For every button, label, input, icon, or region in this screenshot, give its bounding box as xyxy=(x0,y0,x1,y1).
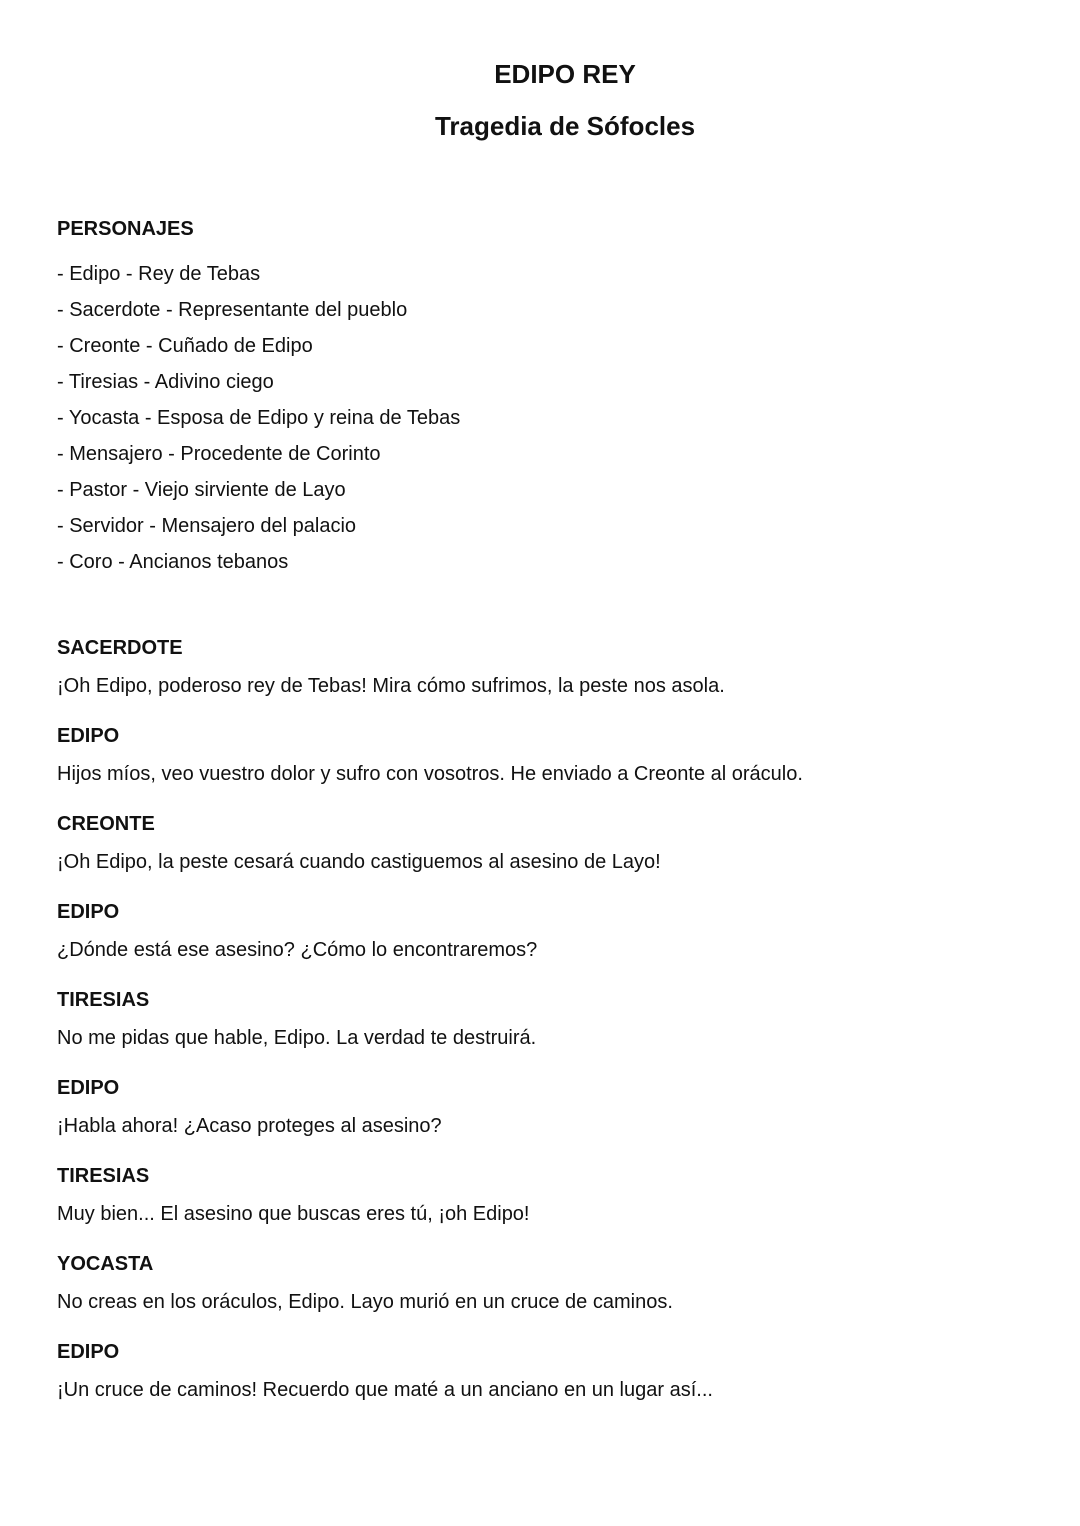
dialogue-block xyxy=(57,629,803,717)
cast-item: - Servidor - Mensajero del palacio xyxy=(57,515,357,537)
cast-heading: PERSONAJES xyxy=(57,218,194,240)
cast-item: - Creonte - Cuñado de Edipo xyxy=(57,335,313,357)
dialogue-line: ¿Dónde está ese asesino? ¿Cómo lo encontraremos? xyxy=(57,939,538,961)
cast-list xyxy=(57,256,460,580)
dialogue-line: Muy bien... El asesino que buscas eres tú, ¡oh Edipo! xyxy=(57,1203,530,1225)
cast-item: - Pastor - Viejo sirviente de Layo xyxy=(57,479,346,501)
speaker-name: EDIPO xyxy=(57,1341,120,1363)
dialogue-block xyxy=(57,1333,803,1421)
dialogue-block xyxy=(57,717,803,805)
speaker-name: YOCASTA xyxy=(57,1253,154,1275)
dialogue-block xyxy=(57,1245,803,1333)
dialogue-block xyxy=(57,981,803,1069)
cast-item: - Coro - Ancianos tebanos xyxy=(57,551,289,573)
document-subtitle: Tragedia de Sófocles xyxy=(434,111,696,141)
dialogue-block xyxy=(57,1069,803,1157)
cast-item: - Mensajero - Procedente de Corinto xyxy=(57,443,381,465)
document-title: EDIPO REY xyxy=(494,59,636,89)
cast-item: - Tiresias - Adivino ciego xyxy=(57,371,274,393)
dialogue-block xyxy=(57,1157,803,1245)
dialogue-block xyxy=(57,893,803,981)
dialogue-section xyxy=(57,629,803,1421)
cast-item: - Yocasta - Esposa de Edipo y reina de Tebas xyxy=(57,407,461,429)
dialogue-line: No me pidas que hable, Edipo. La verdad te destruirá. xyxy=(57,1027,537,1049)
speaker-name: EDIPO xyxy=(57,1077,120,1099)
dialogue-line: ¡Habla ahora! ¿Acaso proteges al asesino? xyxy=(57,1115,442,1137)
speaker-name: SACERDOTE xyxy=(57,637,183,659)
dialogue-line: ¡Un cruce de caminos! Recuerdo que maté a un anciano en un lugar así... xyxy=(57,1379,713,1401)
cast-item: - Sacerdote - Representante del pueblo xyxy=(57,299,408,321)
cast-item: - Edipo - Rey de Tebas xyxy=(57,263,261,285)
speaker-name: EDIPO xyxy=(57,901,120,923)
dialogue-line: ¡Oh Edipo, poderoso rey de Tebas! Mira cómo sufrimos, la peste nos asola. xyxy=(57,675,725,697)
dialogue-line: ¡Oh Edipo, la peste cesará cuando castiguemos al asesino de Layo! xyxy=(57,851,661,873)
speaker-name: CREONTE xyxy=(57,813,155,835)
speaker-name: EDIPO xyxy=(57,725,120,747)
dialogue-block xyxy=(57,805,803,893)
dialogue-line: No creas en los oráculos, Edipo. Layo murió en un cruce de caminos. xyxy=(57,1291,673,1313)
speaker-name: TIRESIAS xyxy=(57,1165,150,1187)
speaker-name: TIRESIAS xyxy=(57,989,150,1011)
dialogue-line: Hijos míos, veo vuestro dolor y sufro con vosotros. He enviado a Creonte al oráculo. xyxy=(57,763,803,785)
